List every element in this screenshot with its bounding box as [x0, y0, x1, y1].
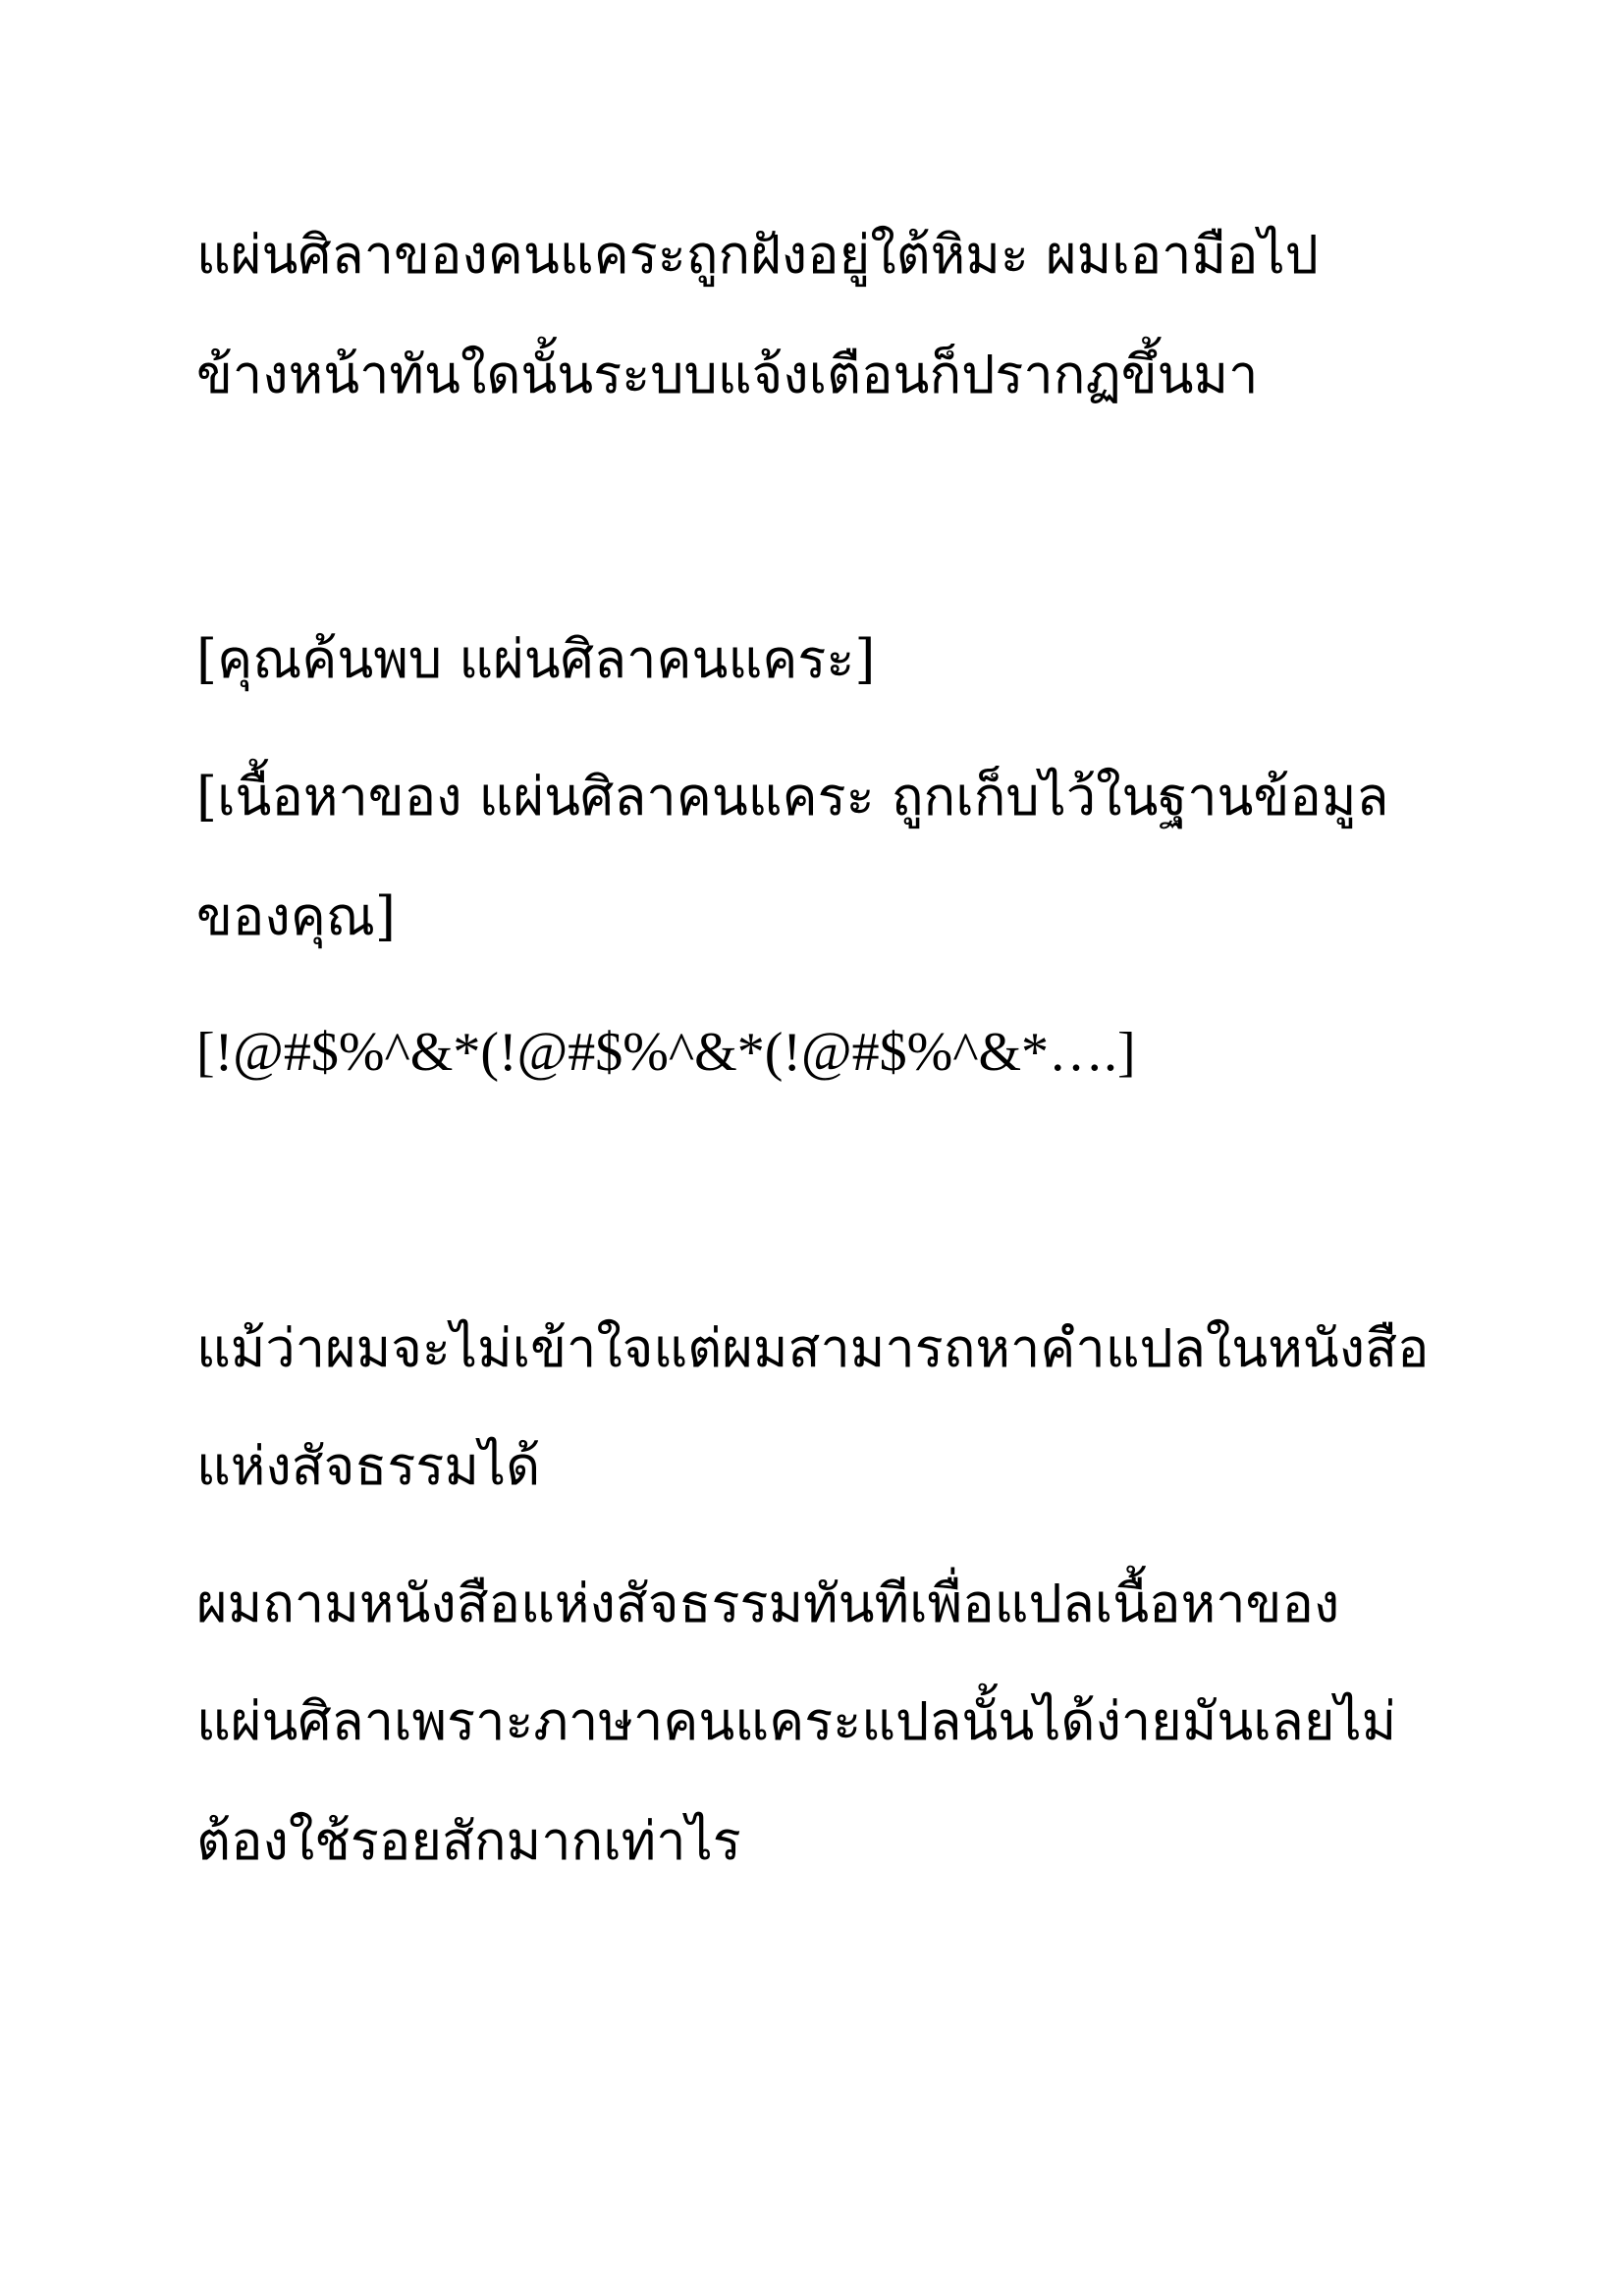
paragraph-line-6: แผ่นศิลาเพราะภาษาคนแคระแปลนั้นได้ง่ายมันเลยไม่	[196, 1690, 1397, 1752]
paragraph-line-7: ต้องใช้รอยสักมากเท่าไร	[196, 1810, 741, 1872]
notification-line-3: ของคุณ]	[196, 885, 397, 947]
paragraph-line-5: ผมถามหนังสือแห่งสัจธรรมทันทีเพื่อแปลเนื้อหาของ	[196, 1573, 1340, 1634]
garbled-text-line: [!@#$%^&*(!@#$%^&*(!@#$%^&*….]	[196, 1022, 1136, 1083]
paragraph-line-4: แห่งสัจธรรมได้	[196, 1435, 541, 1497]
paragraph-line-2: ข้างหน้าทันใดนั้นระบบแจ้งเตือนก็ปรากฏขึ้นมา	[196, 344, 1259, 405]
notification-line-1: [คุณค้นพบ แผ่นศิลาคนแคระ]	[196, 628, 876, 690]
paragraph-line-1: แผ่นศิลาของคนแคระถูกฝังอยู่ใต้หิมะ ผมเอามือไป	[196, 224, 1319, 286]
notification-line-2: [เนื้อหาของ แผ่นศิลาคนแคระ ถูกเก็บไว้ในฐานข้อมูล	[196, 766, 1389, 828]
paragraph-line-3: แม้ว่าผมจะไม่เข้าใจแต่ผมสามารถหาคำแปลในหนังสือ	[196, 1317, 1430, 1379]
